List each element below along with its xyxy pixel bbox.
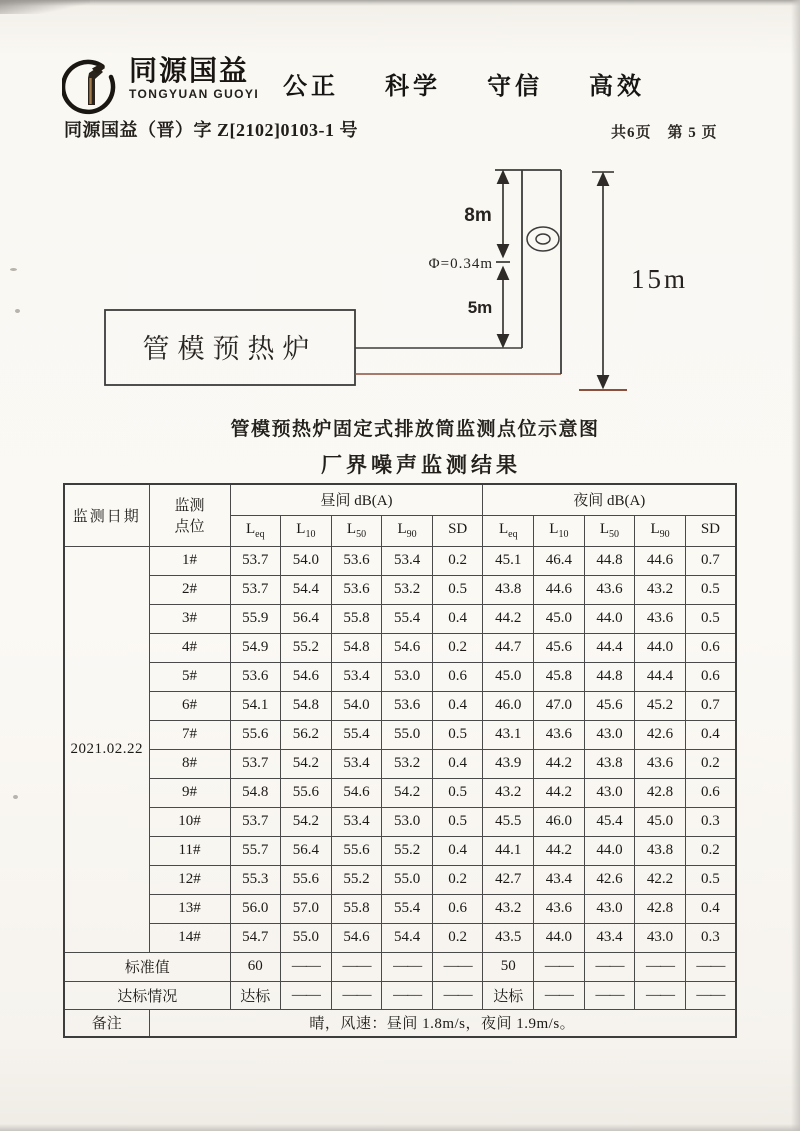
noise-value-cell: 0.5 [432,575,483,604]
noise-value-cell: 54.6 [331,923,382,952]
table-row [64,633,736,662]
noise-value-cell: 0.6 [685,633,736,662]
col-header-leq: $L_{eq}$ [483,515,534,546]
noise-value-cell: 0.2 [432,633,483,662]
noise-value-cell: 0.6 [685,662,736,691]
noise-value-cell: 53.6 [331,546,382,575]
noise-value-cell: 43.6 [584,575,635,604]
noise-value-cell: 55.0 [382,720,433,749]
scan-speck [15,309,20,313]
col-header-l90: $L_{90}$ [382,515,433,546]
monitor-point-cell: 5# [149,662,230,691]
noise-value-cell: 46.0 [483,691,534,720]
noise-value-cell: 54.9 [230,633,281,662]
col-header-sd: SD [432,515,483,546]
dash-cell: —— [534,981,585,1009]
table-row [64,923,736,952]
compliance-night-value: 达标 [483,981,534,1009]
noise-value-cell: 43.2 [635,575,686,604]
dash-cell: —— [534,952,585,981]
group-header-night: 夜间 dB(A) [483,484,736,515]
noise-value-cell: 0.5 [685,575,736,604]
noise-value-cell: 44.0 [584,836,635,865]
col-header-point-line2: 点位 [174,519,205,536]
document-number: 同源国益（晋）字 Z[2102]0103-1 号 [64,120,358,140]
dim-15m-label: 15m [631,264,689,294]
noise-value-cell: 45.2 [635,691,686,720]
noise-value-cell: 0.4 [432,836,483,865]
noise-value-cell: 43.6 [635,749,686,778]
company-slogan [283,66,645,101]
noise-value-cell: 55.3 [230,865,281,894]
noise-value-cell: 43.2 [483,778,534,807]
noise-value-cell: 0.4 [685,720,736,749]
table-row [64,604,736,633]
noise-value-cell: 42.8 [635,894,686,923]
noise-value-cell: 0.4 [432,691,483,720]
table-row [64,662,736,691]
noise-value-cell: 0.3 [685,923,736,952]
noise-value-cell: 53.6 [382,691,433,720]
group-header-day: 昼间 dB(A) [230,484,483,515]
dash-cell: —— [331,981,382,1009]
furnace-label: 管模预热炉 [142,334,318,364]
noise-value-cell: 43.0 [584,778,635,807]
noise-value-cell: 54.4 [382,923,433,952]
col-header-l10: $L_{10}$ [281,515,332,546]
col-header-sd: SD [685,515,736,546]
company-logo [62,56,259,116]
noise-value-cell: 44.6 [534,575,585,604]
noise-value-cell: 53.0 [382,662,433,691]
table-row [64,778,736,807]
noise-value-cell: 0.2 [432,923,483,952]
table-row [64,807,736,836]
noise-value-cell: 54.7 [230,923,281,952]
dash-cell: —— [382,952,433,981]
noise-value-cell: 43.1 [483,720,534,749]
dash-cell: —— [685,952,736,981]
noise-value-cell: 55.8 [331,894,382,923]
remark-row [64,1009,736,1037]
noise-value-cell: 43.8 [584,749,635,778]
noise-value-cell: 0.5 [685,865,736,894]
table-row [64,865,736,894]
noise-value-cell: 0.6 [432,662,483,691]
dash-cell: —— [584,952,635,981]
slogan-word: 守信 [487,73,543,100]
noise-value-cell: 44.8 [584,546,635,575]
monitoring-port-inner [536,234,550,244]
noise-value-cell: 55.9 [230,604,281,633]
col-header-l10: $L_{10}$ [534,515,585,546]
col-header-l50: $L_{50}$ [584,515,635,546]
col-header-date: 监测日期 [64,484,149,546]
remark-text: 晴，风速：昼间 1.8m/s，夜间 1.9m/s。 [149,1009,736,1037]
noise-value-cell: 42.2 [635,865,686,894]
noise-value-cell: 43.2 [483,894,534,923]
noise-value-cell: 55.8 [331,604,382,633]
noise-value-cell: 55.6 [281,865,332,894]
noise-value-cell: 54.6 [331,778,382,807]
noise-value-cell: 0.3 [685,807,736,836]
dash-cell: —— [382,981,433,1009]
noise-value-cell: 0.7 [685,546,736,575]
noise-value-cell: 54.4 [281,575,332,604]
noise-value-cell: 0.2 [685,836,736,865]
noise-value-cell: 0.4 [432,749,483,778]
noise-value-cell: 44.1 [483,836,534,865]
noise-value-cell: 53.2 [382,575,433,604]
standard-label: 标准值 [64,952,230,981]
stack-monitoring-diagram [95,158,715,400]
col-header-leq: $L_{eq}$ [230,515,281,546]
noise-value-cell: 54.2 [382,778,433,807]
noise-value-cell: 44.4 [635,662,686,691]
noise-value-cell: 44.2 [483,604,534,633]
noise-value-cell: 44.2 [534,836,585,865]
table-row [64,894,736,923]
compliance-day-value: 达标 [230,981,281,1009]
noise-value-cell: 54.2 [281,807,332,836]
noise-value-cell: 43.5 [483,923,534,952]
noise-value-cell: 0.5 [432,778,483,807]
noise-value-cell: 0.4 [432,604,483,633]
noise-value-cell: 0.6 [685,778,736,807]
noise-value-cell: 53.4 [382,546,433,575]
noise-value-cell: 53.0 [382,807,433,836]
noise-value-cell: 55.4 [382,894,433,923]
noise-value-cell: 55.0 [382,865,433,894]
noise-value-cell: 55.2 [382,836,433,865]
noise-value-cell: 43.8 [635,836,686,865]
noise-value-cell: 54.1 [230,691,281,720]
noise-value-cell: 44.0 [635,633,686,662]
noise-value-cell: 54.8 [230,778,281,807]
remark-label: 备注 [64,1009,149,1037]
compliance-row [64,981,736,1009]
noise-value-cell: 45.6 [584,691,635,720]
table-row [64,836,736,865]
dim-5m-label: 5m [467,298,493,317]
noise-value-cell: 55.4 [382,604,433,633]
table-row [64,575,736,604]
noise-value-cell: 42.6 [635,720,686,749]
noise-value-cell: 0.5 [432,720,483,749]
noise-value-cell: 0.2 [432,865,483,894]
dash-cell: —— [432,952,483,981]
noise-value-cell: 53.7 [230,546,281,575]
noise-value-cell: 45.0 [483,662,534,691]
noise-value-cell: 0.4 [685,894,736,923]
scan-speck [10,268,17,271]
noise-value-cell: 53.4 [331,662,382,691]
noise-value-cell: 56.2 [281,720,332,749]
table-row [64,546,736,575]
dash-cell: —— [281,952,332,981]
scan-edge-bottom [0,1124,800,1131]
logo-text-cn: 同源国益 [129,55,250,86]
logo-mark-icon [62,56,120,116]
noise-value-cell: 45.4 [584,807,635,836]
noise-value-cell: 44.8 [584,662,635,691]
noise-value-cell: 43.6 [635,604,686,633]
noise-value-cell: 43.9 [483,749,534,778]
page-number-info: 共6页 第 5 页 [611,125,718,141]
monitor-point-cell: 7# [149,720,230,749]
noise-value-cell: 53.6 [331,575,382,604]
table-row [64,720,736,749]
noise-value-cell: 53.4 [331,749,382,778]
noise-value-cell: 43.4 [534,865,585,894]
dim-phi-label: Φ=0.34m [428,256,493,272]
monitor-point-cell: 13# [149,894,230,923]
standard-night-value: 50 [483,952,534,981]
slogan-word: 科学 [385,73,441,100]
noise-value-cell: 42.6 [584,865,635,894]
monitor-point-cell: 10# [149,807,230,836]
scan-edge-top [0,0,800,6]
noise-value-cell: 55.2 [281,633,332,662]
dash-cell: —— [685,981,736,1009]
noise-value-cell: 46.0 [534,807,585,836]
noise-value-cell: 53.7 [230,807,281,836]
noise-value-cell: 47.0 [534,691,585,720]
table-header-row-groups [64,484,736,515]
table-row [64,749,736,778]
noise-value-cell: 44.6 [635,546,686,575]
noise-value-cell: 56.4 [281,604,332,633]
noise-results-table [63,483,737,1038]
col-header-point-line1: 监测 [174,498,205,515]
noise-value-cell: 43.6 [534,894,585,923]
noise-value-cell: 43.8 [483,575,534,604]
dash-cell: —— [635,952,686,981]
noise-value-cell: 0.6 [432,894,483,923]
monitor-point-cell: 9# [149,778,230,807]
noise-value-cell: 55.6 [230,720,281,749]
noise-value-cell: 0.2 [432,546,483,575]
dash-cell: —— [432,981,483,1009]
monitor-point-cell: 4# [149,633,230,662]
noise-value-cell: 56.4 [281,836,332,865]
dash-cell: —— [635,981,686,1009]
noise-value-cell: 44.7 [483,633,534,662]
noise-value-cell: 0.2 [685,749,736,778]
noise-value-cell: 43.4 [584,923,635,952]
scan-corner [0,0,90,14]
noise-value-cell: 45.5 [483,807,534,836]
slogan-word: 公正 [283,73,339,100]
noise-value-cell: 53.2 [382,749,433,778]
noise-value-cell: 44.0 [534,923,585,952]
noise-value-cell: 54.6 [281,662,332,691]
noise-value-cell: 54.8 [331,633,382,662]
col-header-point [149,484,230,546]
monitor-point-cell: 12# [149,865,230,894]
noise-value-cell: 45.6 [534,633,585,662]
noise-value-cell: 0.5 [685,604,736,633]
monitor-point-cell: 14# [149,923,230,952]
monitor-point-cell: 11# [149,836,230,865]
noise-table-rows [64,546,736,952]
col-header-l50: $L_{50}$ [331,515,382,546]
table-footer [64,952,736,1037]
monitoring-port-outer [527,227,559,251]
monitor-point-cell: 1# [149,546,230,575]
noise-value-cell: 53.6 [230,662,281,691]
noise-value-cell: 55.6 [281,778,332,807]
noise-value-cell: 44.0 [584,604,635,633]
noise-value-cell: 46.4 [534,546,585,575]
noise-value-cell: 55.0 [281,923,332,952]
dash-cell: —— [331,952,382,981]
noise-value-cell: 0.5 [432,807,483,836]
noise-value-cell: 54.0 [331,691,382,720]
table-row [64,691,736,720]
noise-value-cell: 56.0 [230,894,281,923]
noise-value-cell: 53.7 [230,749,281,778]
scan-speck [13,795,18,799]
noise-value-cell: 44.2 [534,778,585,807]
noise-value-cell: 44.2 [534,749,585,778]
dash-cell: —— [584,981,635,1009]
noise-value-cell: 54.8 [281,691,332,720]
noise-value-cell: 45.0 [635,807,686,836]
monitor-point-cell: 3# [149,604,230,633]
noise-value-cell: 55.6 [331,836,382,865]
noise-value-cell: 43.0 [584,894,635,923]
noise-value-cell: 42.8 [635,778,686,807]
slogan-word: 高效 [589,73,645,100]
noise-value-cell: 54.0 [281,546,332,575]
noise-value-cell: 55.2 [331,865,382,894]
noise-value-cell: 43.0 [635,923,686,952]
table-title: 厂界噪声监测结果 [321,453,521,477]
noise-value-cell: 55.4 [331,720,382,749]
monitor-point-cell: 2# [149,575,230,604]
noise-value-cell: 54.2 [281,749,332,778]
monitor-point-cell: 8# [149,749,230,778]
noise-value-cell: 45.8 [534,662,585,691]
noise-value-cell: 53.4 [331,807,382,836]
col-header-l90: $L_{90}$ [635,515,686,546]
standard-value-row [64,952,736,981]
table-header [64,484,736,546]
monitor-date-cell: 2021.02.22 [64,546,149,952]
logo-text-en: TONGYUAN GUOYI [129,86,260,101]
standard-day-value: 60 [230,952,281,981]
noise-value-cell: 53.7 [230,575,281,604]
dim-8m-label: 8m [464,205,492,226]
dash-cell: —— [281,981,332,1009]
scan-edge-right [791,0,800,1131]
compliance-label: 达标情况 [64,981,230,1009]
noise-value-cell: 45.0 [534,604,585,633]
noise-value-cell: 57.0 [281,894,332,923]
noise-value-cell: 45.1 [483,546,534,575]
diagram-caption: 管模预热炉固定式排放筒监测点位示意图 [230,419,600,440]
noise-value-cell: 54.6 [382,633,433,662]
noise-value-cell: 44.4 [584,633,635,662]
noise-value-cell: 0.7 [685,691,736,720]
noise-value-cell: 43.6 [534,720,585,749]
noise-value-cell: 42.7 [483,865,534,894]
noise-value-cell: 55.7 [230,836,281,865]
monitor-point-cell: 6# [149,691,230,720]
noise-value-cell: 43.0 [584,720,635,749]
